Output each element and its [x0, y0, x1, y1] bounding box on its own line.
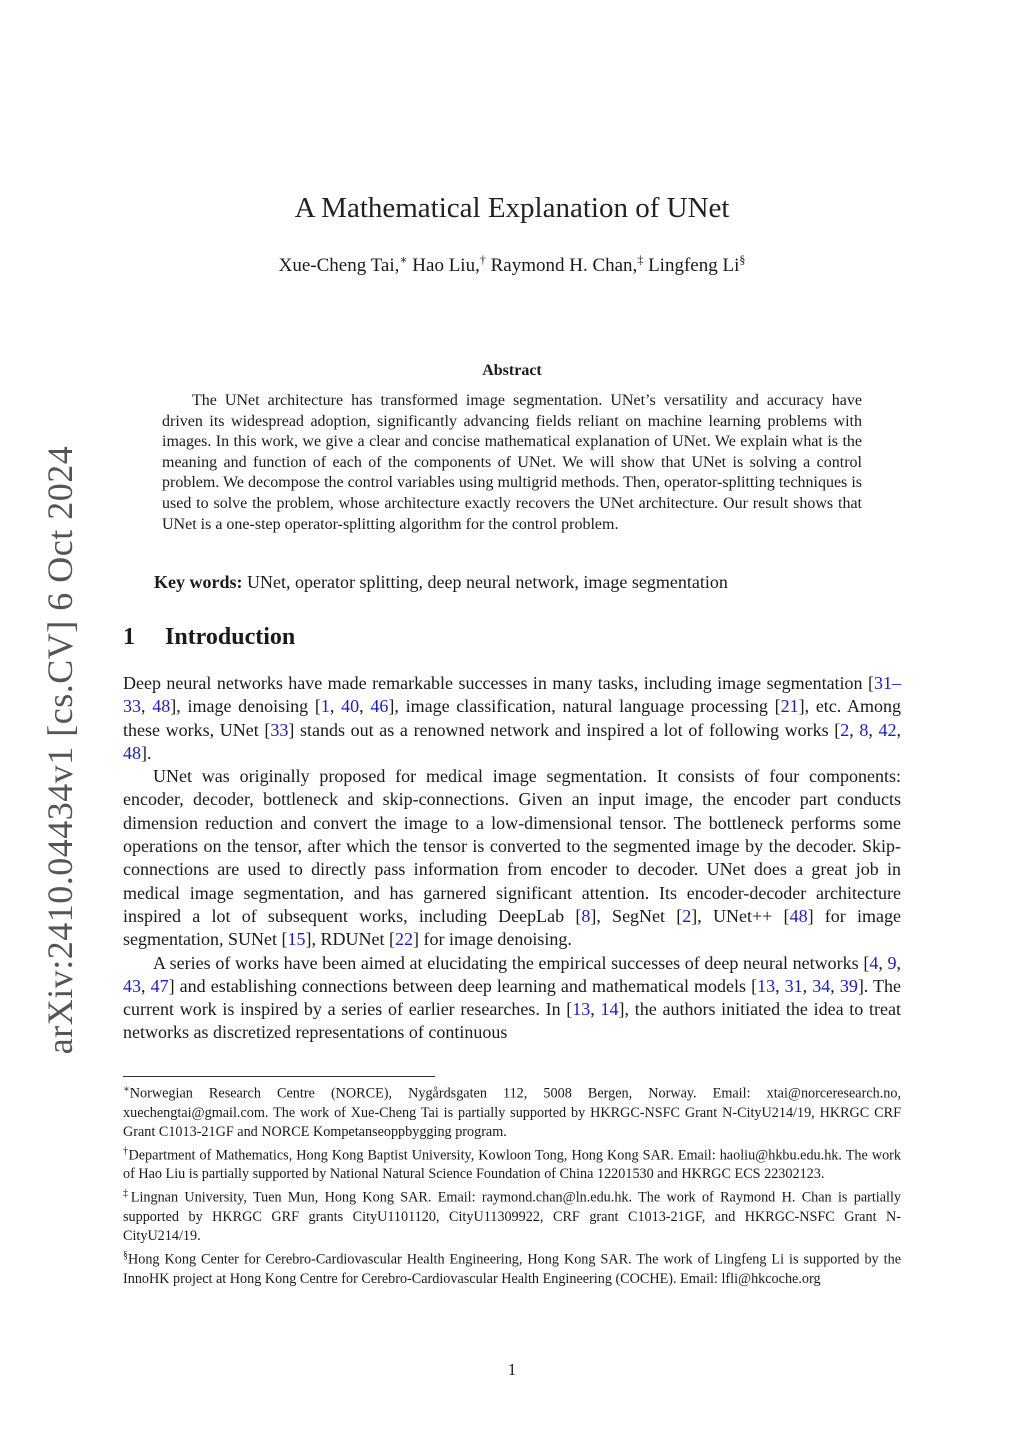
footnote: ∗Norwegian Research Centre (NORCE), Nygårdsgaten 112, 5008 Bergen, Norway. Email: xtai@norceresearch.no, xuechengtai@gmail.com. The work of Xue-Cheng Tai is partially supported by HKRGC-NSFC Grant N-CityU214/19, HKRGC CRF Grant C1013-21GF and NORCE Kompetanseoppbygging program. [123, 1084, 901, 1140]
page-number: 1 [507, 1360, 517, 1379]
footnote-mark: † [123, 1145, 129, 1157]
section-number: 1 [123, 624, 135, 650]
citation-link[interactable]: 42 [878, 719, 897, 740]
citation-link[interactable]: 2 [682, 905, 692, 926]
citation-link[interactable]: 40 [341, 696, 360, 717]
keywords-label: Key words: [154, 572, 243, 592]
author-footnote-mark: † [479, 253, 486, 267]
citation-link[interactable]: 8 [581, 905, 591, 926]
footnotes [123, 1080, 901, 1289]
footnote-rule [123, 1076, 435, 1077]
citation-link[interactable]: 1 [320, 696, 330, 717]
citation-link[interactable]: 47 [150, 975, 169, 996]
citation-link[interactable]: 8 [859, 719, 869, 740]
footnote: §Hong Kong Center for Cerebro-Cardiovascular Health Engineering, Hong Kong SAR. The work of Lingfeng Li is supported by the InnoHK project at Hong Kong Centre for Cerebro-Cardiovascular Health Engineering (COCHE). Email: lfli@hkcoche.org [123, 1250, 901, 1287]
citation-link[interactable]: 22 [394, 929, 413, 950]
paragraph: A series of works have been aimed at elucidating the empirical successes of deep neural networks [4, 9, 43, 47] and establishing connections between deep learning and mathematical models [13, 31, 34, 39]. The current work is inspired by a series of earlier researches. In [13, 14], the authors initiated the idea to treat networks as discretized representations of continuous [123, 952, 902, 1043]
citation-link[interactable]: 14 [600, 999, 619, 1020]
citation-link[interactable]: 33 [270, 719, 289, 740]
footnote-mark: § [123, 1250, 128, 1262]
keywords-text: UNet, operator splitting, deep neural network, image segmentation [242, 572, 728, 592]
citation-link[interactable]: 48 [789, 905, 808, 926]
abstract-heading: Abstract [482, 362, 542, 379]
paragraph: Deep neural networks have made remarkable successes in many tasks, including image segmentation [31–33, 48], image denoising [1, 40, 46], image classification, natural language processing [21], etc. Among these works, UNet [33] stands out as a renowned network and inspired a lot of following works [2, 8, 42, 48]. [123, 673, 902, 763]
keywords [154, 572, 874, 593]
citation-link[interactable]: 2 [840, 719, 850, 740]
citation-link[interactable]: 13 [757, 975, 776, 996]
citation-link[interactable]: 15 [287, 929, 306, 950]
citation-link[interactable]: 48 [152, 696, 171, 717]
footnote: †Department of Mathematics, Hong Kong Baptist University, Kowloon Tong, Hong Kong SAR. Email: haoliu@hkbu.edu.hk. The work of Hao Liu is partially supported by National Natural Science Foundation of China 12201530 and HKRGC ECS 22302123. [123, 1145, 902, 1183]
citation-link[interactable]: 21 [780, 696, 799, 717]
abstract-text: The UNet architecture has transformed image segmentation. UNet’s versatility and accuracy have driven its widespread adoption, significantly advancing fields reliant on machine learning problems with images. In this work, we give a clear and concise mathematical explanation of UNet. We explain what is the meaning and function of each of the components of UNet. We will show that UNet is solving a control problem. We decompose the control variables using multigrid methods. Then, operator-splitting techniques is used to solve the problem, whose architecture exactly recovers the UNet architecture. Our result shows that UNet is a one-step operator-splitting algorithm for the control problem. [162, 392, 862, 533]
author: Raymond H. Chan,‡ [490, 253, 644, 277]
footnote-mark: ∗ [123, 1084, 130, 1095]
citation-link[interactable]: 4 [869, 952, 879, 973]
body-text [123, 672, 901, 1045]
section-title: Introduction [165, 624, 296, 650]
author-footnote-mark: § [739, 253, 746, 267]
paper-title: A Mathematical Explanation of UNet [294, 192, 730, 224]
footnote: ‡Lingnan University, Tuen Mun, Hong Kong SAR. Email: raymond.chan@ln.edu.hk. The work of Raymond H. Chan is partially supported by HKRGC GRF grants CityU1101120, CityU11309922, CRF grant C1013-21GF, and HKRGC-NSFC Grant N-CityU214/19. [123, 1188, 902, 1245]
citation-link[interactable]: 31–33 [123, 673, 901, 717]
footnote-mark: ‡ [123, 1188, 131, 1200]
author: Lingfeng Li§ [648, 253, 746, 277]
citation-link[interactable]: 34 [812, 975, 831, 996]
citation-link[interactable]: 43 [123, 975, 141, 996]
citation-link[interactable]: 31 [784, 975, 803, 996]
author-footnote-mark: ∗ [399, 253, 408, 267]
author-footnote-mark: ‡ [637, 253, 644, 267]
section-heading [123, 624, 295, 651]
paragraph: UNet was originally proposed for medical image segmentation. It consists of four components: encoder, decoder, bottleneck and skip-connections. Given an input image, the encoder part conducts dimension reduction and convert the image to a low-dimensional tensor. The bottleneck performs some operations on the tensor, after which the tensor is converted to the segmented image by the decoder. Skip-connections are used to directly pass information from encoder to decoder. UNet does a great job in medical image segmentation, and has garnered significant attention. Its encoder-decoder architecture inspired a lot of subsequent works, including DeepLab [8], SegNet [2], UNet++ [48] for image segmentation, SUNet [15], RDUNet [22] for image denoising. [123, 766, 902, 950]
citation-link[interactable]: 13 [572, 999, 591, 1020]
author: Xue-Cheng Tai,∗ [278, 253, 408, 277]
author-list [0, 253, 1024, 277]
citation-link[interactable]: 39 [839, 975, 858, 996]
author: Hao Liu,† [412, 253, 486, 277]
citation-link[interactable]: 48 [123, 742, 141, 763]
arxiv-identifier-text: arXiv:2410.04434v1 [cs.CV] 6 Oct 2024 [40, 445, 80, 1055]
citation-link[interactable]: 9 [887, 952, 897, 973]
citation-link[interactable]: 46 [370, 696, 389, 717]
